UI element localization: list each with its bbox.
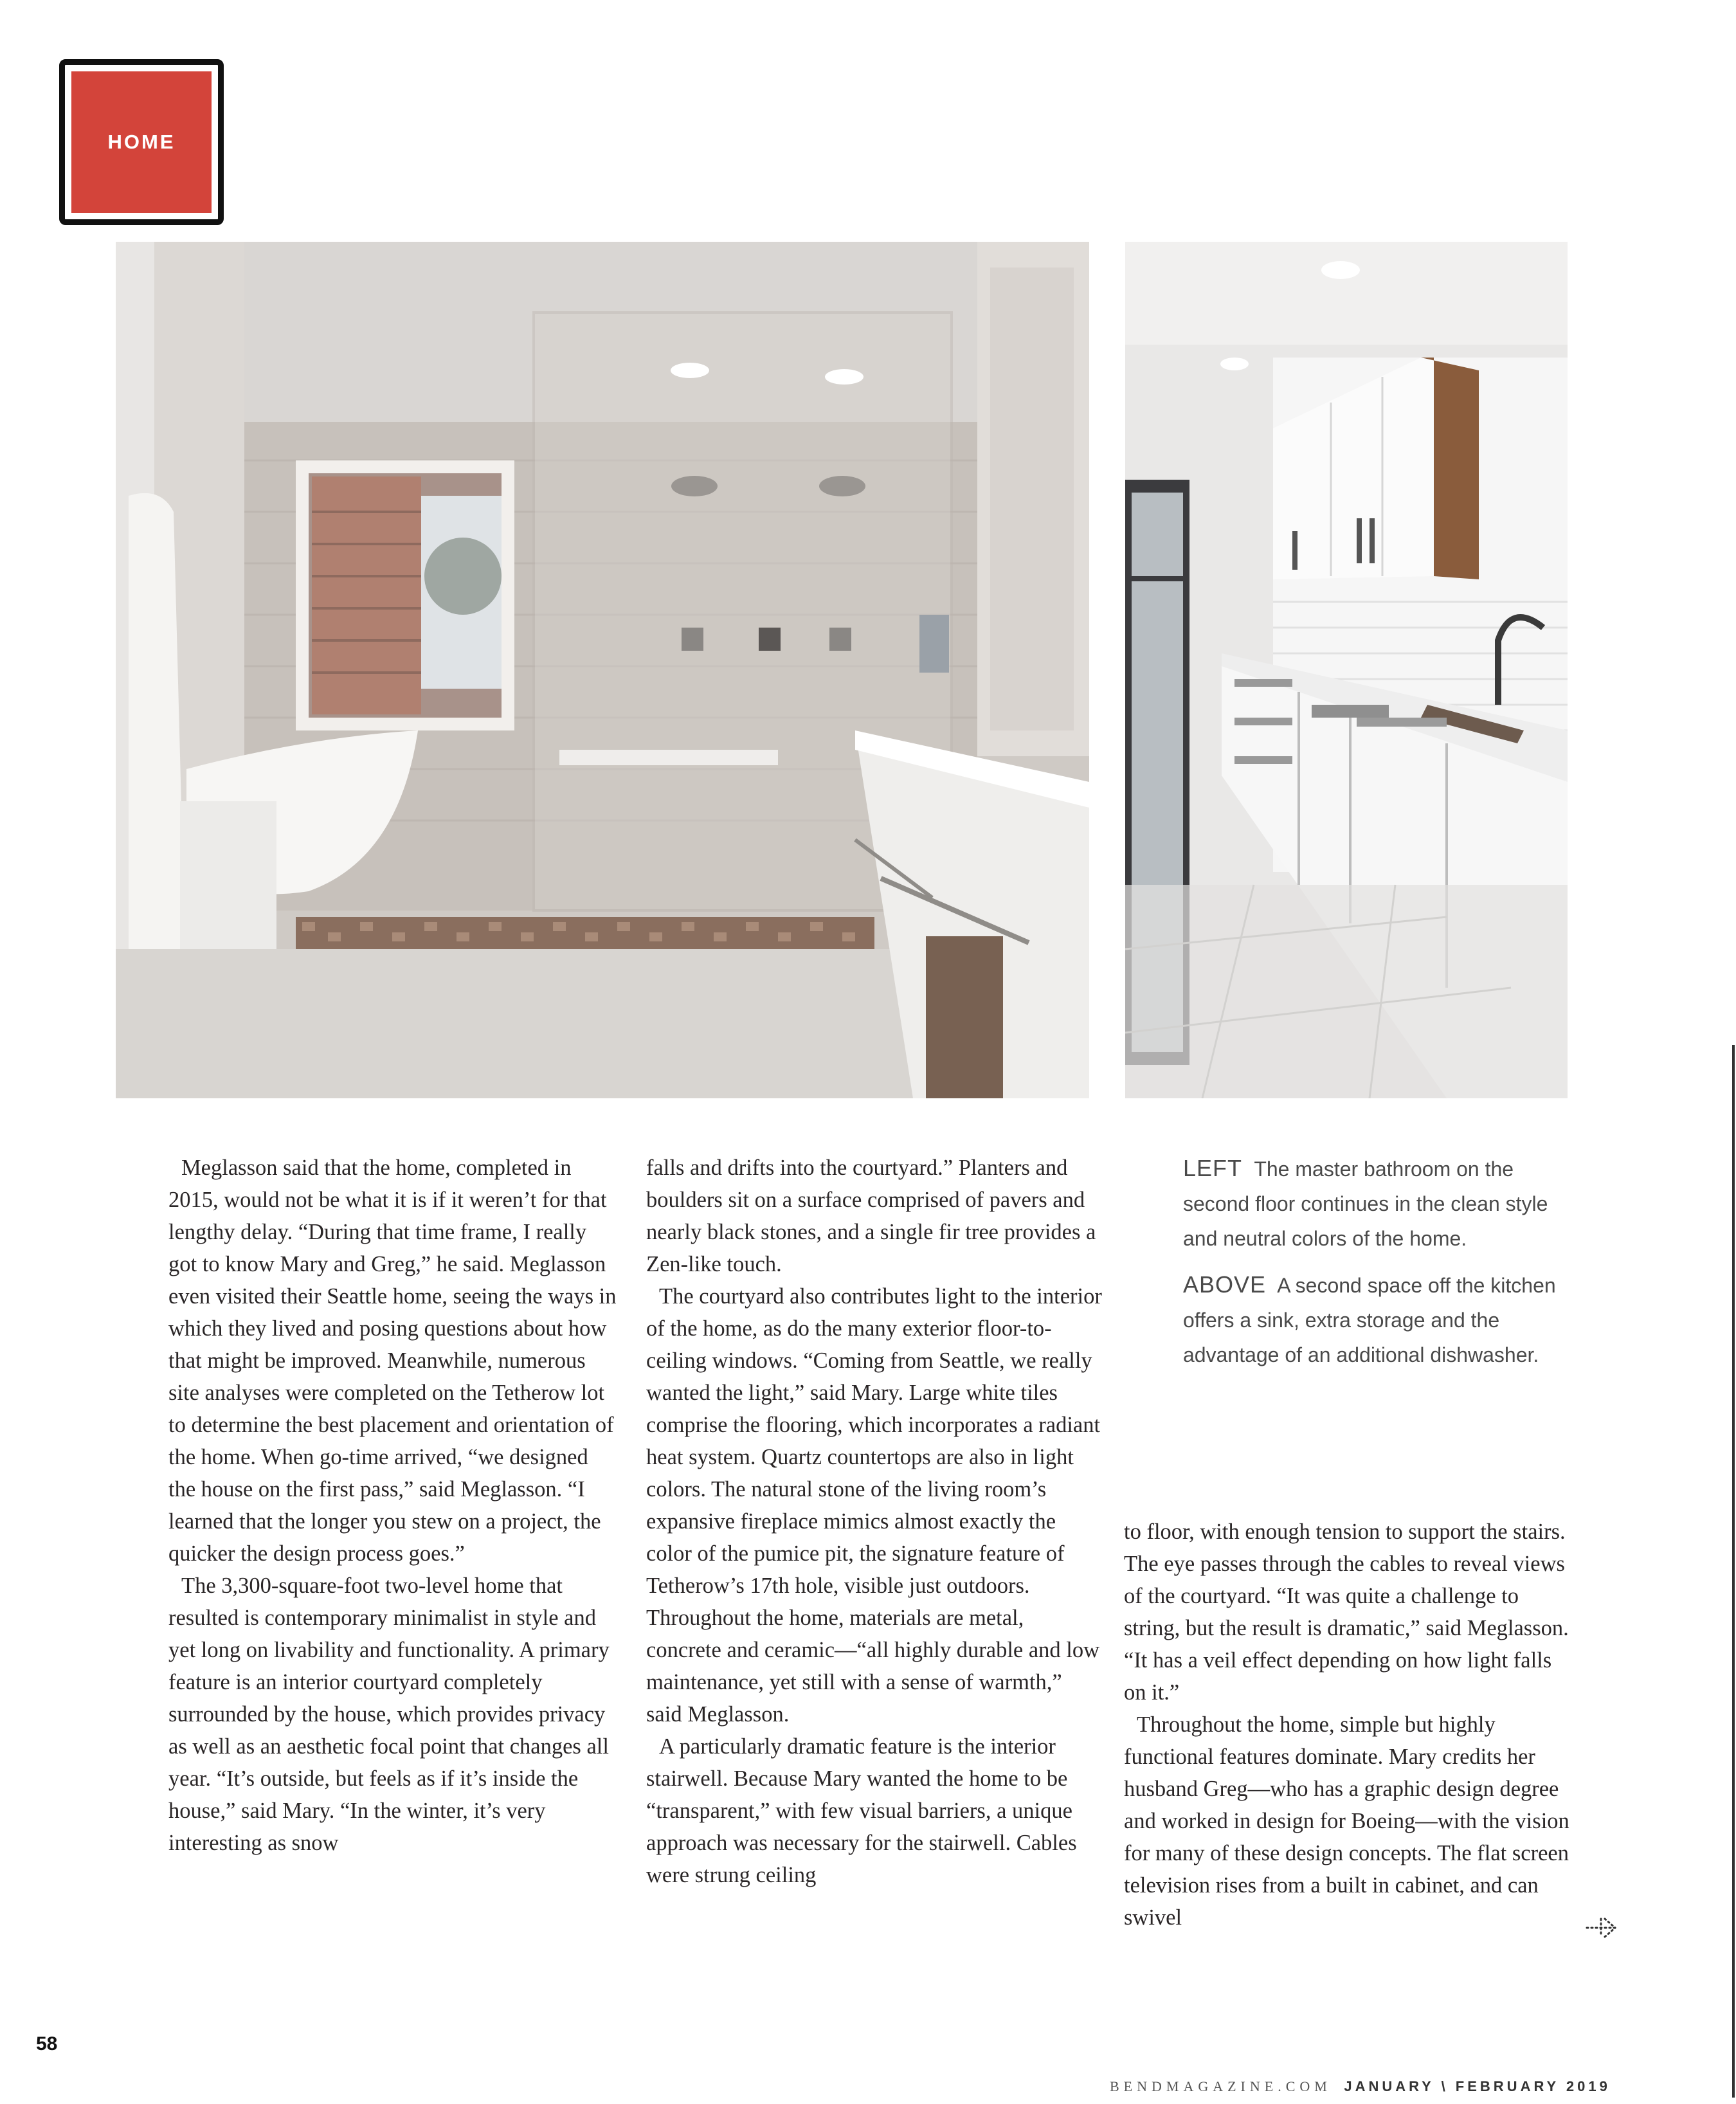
page-number: 58 <box>36 2033 58 2054</box>
article-column-3 <box>1124 1516 1574 1934</box>
caption-left-head: LEFT <box>1183 1155 1243 1181</box>
paragraph: falls and drifts into the courtyard.” Planters and boulders sit on a surface comprised of pavers and nearly black stones, and a single fir tree provides a Zen-like touch. <box>646 1156 1096 1276</box>
paragraph: Throughout the home, simple but highly functional features dominate. Mary credits her husband Greg—who has a graphic design degree and worked in design for Boeing—with the vision for many of these design concepts. The flat screen television rises from a built in cabinet, and can swivel <box>1124 1712 1569 1930</box>
photo-captions <box>1183 1151 1569 1384</box>
footer-issue: JANUARY \ FEBRUARY 2019 <box>1344 2078 1611 2094</box>
section-tag <box>59 59 224 225</box>
caption-left <box>1183 1151 1569 1256</box>
paragraph: A particularly dramatic feature is the interior stairwell. Because Mary wanted the home to be “transparent,” with few visual barriers, a unique approach was necessary for the stairwell. Cables were strung ceiling <box>646 1734 1077 1887</box>
caption-left-text: The master bathroom on the second floor continues in the clean style and neutral colors of the home. <box>1183 1157 1548 1250</box>
caption-above-text: A second space off the kitchen offers a sink, extra storage and the advantage of an additional dishwasher. <box>1183 1274 1556 1366</box>
paragraph: to floor, with enough tension to support the stairs. The eye passes through the cables to reveal views of the courtyard. “It was quite a challenge to string, but the result is dramatic,” said Meglasson. “It has a veil effect depending on how light falls on it.” <box>1124 1519 1569 1705</box>
continue-arrow-icon <box>1586 1915 1619 1941</box>
footer-site: BENDMAGAZINE.COM <box>1110 2078 1332 2094</box>
kitchen-photo <box>1125 242 1568 1098</box>
running-footer <box>1110 2078 1611 2104</box>
bathroom-illustration <box>116 242 1089 1098</box>
page-edge-rule <box>1732 1045 1735 2098</box>
caption-above-head: ABOVE <box>1183 1271 1267 1298</box>
paragraph: The courtyard also contributes light to the interior of the home, as do the many exterior floor-to-ceiling windows. “Coming from Seattle, we really wanted the light,” said Mary. Large white tiles comprise the flooring, which incorporates a radiant heat system. Quartz countertops are also in light colors. The natural stone of the living room’s expansive fireplace mimics almost exactly the color of the pumice pit, the signature feature of Tetherow’s 17th hole, visible just outdoors. Throughout the home, materials are metal, concrete and ceramic—“all highly durable and low maintenance, yet still with a sense of warmth,” said Meglasson. <box>646 1284 1102 1727</box>
paragraph: Meglasson said that the home, completed in 2015, would not be what it is if it weren’t for that lengthy delay. “During that time frame, I really got to know Mary and Greg,” he said. Meglasson even visited their Seattle home, seeing the ways in which they lived and posing questions about how that might be improved. Meanwhile, numerous site analyses were completed on the Tetherow lot to determine the best placement and orientation of the home. When go-time arrived, “we designed the house on the first pass,” said Meglasson. “I learned that the longer you stew on a project, the quicker the design process goes.” <box>168 1156 617 1566</box>
caption-above <box>1183 1267 1569 1372</box>
article-column-1 <box>168 1152 619 1859</box>
kitchen-illustration <box>1125 242 1568 1098</box>
bathroom-photo <box>116 242 1089 1098</box>
paragraph: The 3,300-square-foot two-level home that resulted is contemporary minimalist in style and yet long on livability and functionality. A primary feature is an interior courtyard completely surrounded by the house, which provides privacy as well as an aesthetic focal point that changes all year. “It’s outside, but feels as if it’s inside the house,” said Mary. “In the winter, it’s very interesting as snow <box>168 1573 610 1855</box>
section-label: HOME <box>107 131 176 153</box>
article-column-2 <box>646 1152 1103 1891</box>
section-tag-fill <box>71 71 212 213</box>
